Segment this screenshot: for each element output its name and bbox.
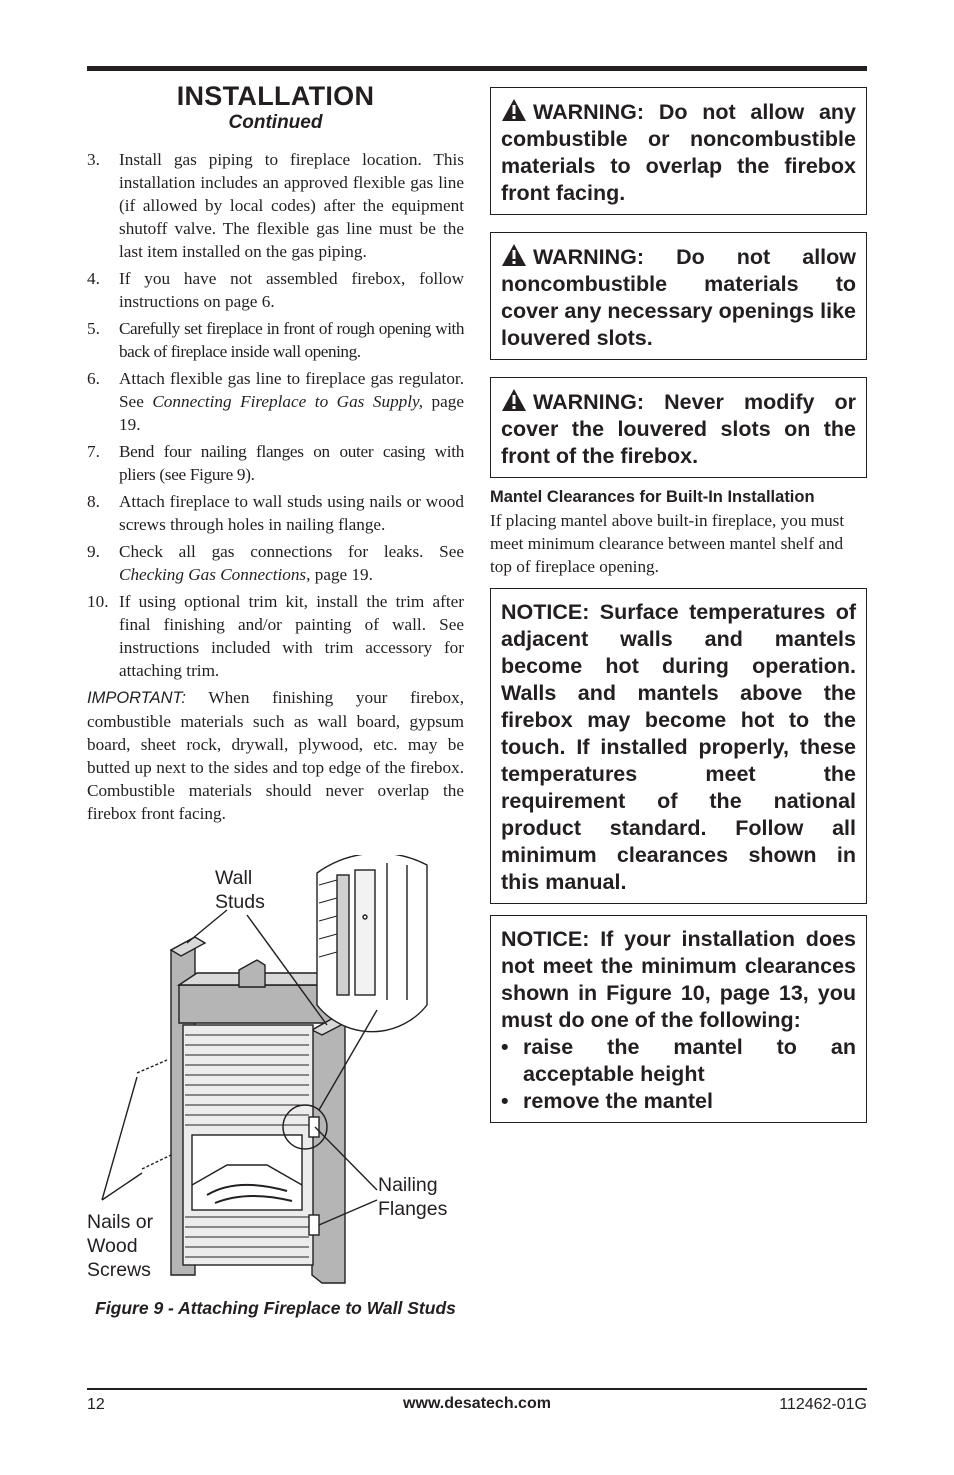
page-number: 12 <box>87 1396 105 1413</box>
warning-text: WARNING: Do not allow noncombustible materials to cover any necessary openings like louvered slots. <box>501 245 856 350</box>
notice-bullet-list <box>501 1034 856 1115</box>
step-text: Attach fireplace to wall studs using nails or wood screws through holes in nailing flange. <box>119 492 464 534</box>
mantel-clearances-heading: Mantel Clearances for Built-In Installation <box>490 488 815 506</box>
step-number: 3. <box>87 150 100 169</box>
warning-box-2 <box>490 232 867 360</box>
step-item <box>87 267 464 313</box>
bottom-rule <box>87 1388 867 1390</box>
important-text: When finishing your firebox, combustible materials such as wall board, gypsum board, sheet rock, drywall, plywood, etc. may be butted up next to the sides and top edge of the firebox. Combustible materials should never overlap the firebox front facing. <box>87 688 464 823</box>
step-item <box>87 490 464 536</box>
figure-9 <box>87 855 464 1295</box>
step-text: If using optional trim kit, install the trim after final finishing and/or painting of wall. See instructions included with trim accessory for attaching trim. <box>119 592 464 680</box>
left-column <box>87 80 464 825</box>
nailing-flanges-label: Nailing Flanges <box>378 1174 448 1220</box>
step-number: 4. <box>87 269 100 288</box>
top-rule <box>87 66 867 71</box>
step-text: Install gas piping to fireplace location. This installation includes an approved flexible gas line (if allowed by local codes) after the equipment shutoff valve. The flexible gas line must be the last item installed on the gas piping. <box>119 150 464 261</box>
section-title: INSTALLATION <box>176 81 375 111</box>
step-text: If you have not assembled firebox, follow instructions on page 6. <box>119 269 464 311</box>
step-text: Attach flexible gas line to fireplace gas regulator. See Connecting Fireplace to Gas Supply, page 19. <box>119 369 464 434</box>
step-number: 7. <box>87 442 100 461</box>
warning-text: WARNING: Do not allow any combustible or noncombustible materials to overlap the firebox front facing. <box>501 100 856 205</box>
notice-box-1 <box>490 588 867 904</box>
step-item <box>87 148 464 263</box>
list-item: • remove the mantel <box>501 1089 713 1113</box>
step-text: Carefully set fireplace in front of rough opening with back of fireplace inside wall opening. <box>119 319 464 361</box>
mantel-clearances-text: If placing mantel above built-in fireplace, you must meet minimum clearance between mantel shelf and top of fireplace opening. <box>490 511 845 576</box>
right-column <box>490 87 867 1123</box>
notice-text: NOTICE: If your installation does not meet the minimum clearances shown in Figure 10, page 13, you must do one of the following: <box>501 927 856 1032</box>
figure-caption: Figure 9 - Attaching Fireplace to Wall Studs <box>95 1298 456 1318</box>
step-text: Bend four nailing flanges on outer casing with pliers (see Figure 9). <box>119 442 464 484</box>
step-text: Check all gas connections for leaks. See Checking Gas Connections, page 19. <box>119 542 464 584</box>
notice-text: NOTICE: Surface temperatures of adjacent walls and mantels become hot during operation. Walls and mantels above the firebox may become hot to the touch. If installed properly, these temperatures meet the requirement of the national product standard. Follow all minimum clearances shown in this manual. <box>501 600 856 894</box>
reference-link-text: Connecting Fireplace to Gas Supply, <box>152 392 424 411</box>
step-item <box>87 540 464 586</box>
list-item: • raise the mantel to an acceptable height <box>501 1035 856 1086</box>
warning-triangle-icon <box>501 243 527 267</box>
footer-website: www.desatech.com <box>403 1395 551 1412</box>
section-subtitle: Continued <box>228 112 323 133</box>
step-item <box>87 317 464 363</box>
step-number: 8. <box>87 492 100 511</box>
nails-screws-label: Nails or Wood Screws <box>87 1211 154 1281</box>
step-item <box>87 367 464 436</box>
step-number: 10. <box>87 592 109 611</box>
reference-link-text: Checking Gas Connections <box>119 565 307 584</box>
step-item <box>87 590 464 682</box>
step-number: 9. <box>87 542 100 561</box>
important-lead: IMPORTANT: <box>87 689 186 707</box>
wall-studs-label: Wall Studs <box>215 867 265 913</box>
warning-triangle-icon <box>501 388 527 412</box>
section-heading <box>87 80 464 134</box>
warning-box-1 <box>490 87 867 215</box>
warning-triangle-icon <box>501 98 527 122</box>
warning-box-3 <box>490 377 867 478</box>
step-number: 6. <box>87 369 100 388</box>
notice-box-2 <box>490 915 867 1123</box>
installation-steps <box>87 148 464 682</box>
document-number: 112462-01G <box>779 1396 867 1413</box>
important-note <box>87 686 464 825</box>
step-item <box>87 440 464 486</box>
step-number: 5. <box>87 319 100 338</box>
warning-text: WARNING: Never modify or cover the louvered slots on the front of the firebox. <box>501 390 856 468</box>
